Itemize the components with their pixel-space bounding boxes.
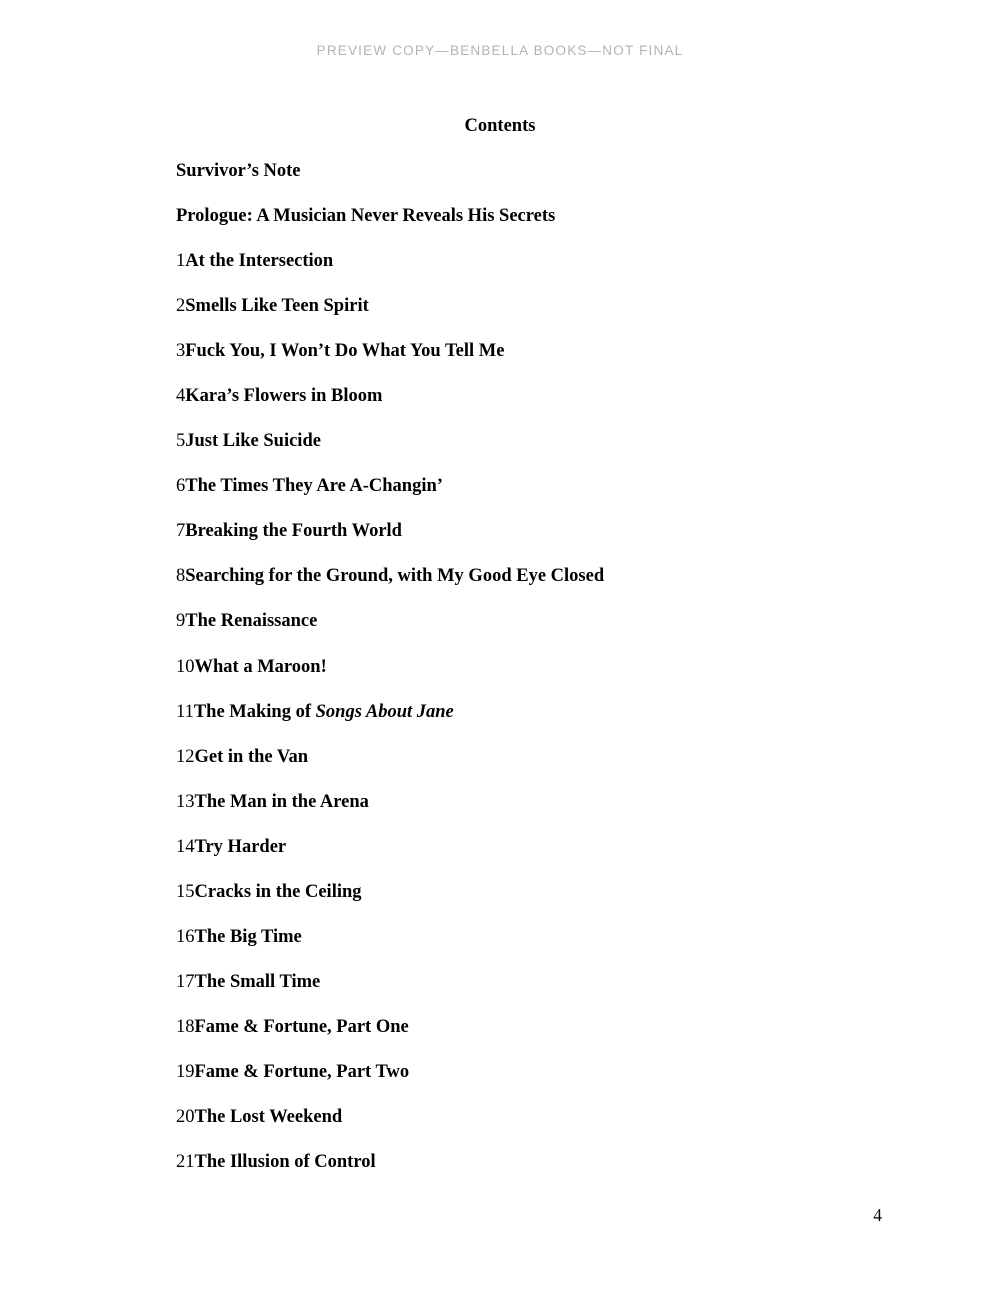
toc-item-label: Prologue: A Musician Never Reveals His Secrets (176, 206, 556, 227)
chapter-number: 11 (176, 701, 194, 722)
toc-item-label: Survivor’s Note (176, 161, 301, 181)
chapter-number: 9 (176, 611, 186, 632)
toc-chapter-item (176, 747, 940, 792)
chapter-number: 1 (176, 251, 186, 272)
chapter-number: 5 (176, 431, 186, 452)
chapter-title: Fame & Fortune, Part Two (194, 1061, 410, 1082)
chapter-number: 17 (176, 971, 195, 992)
chapter-title: Smells Like Teen Spirit (185, 296, 369, 317)
toc-chapter-item (176, 702, 940, 747)
chapter-number: 4 (176, 386, 186, 407)
chapter-title: What a Maroon! (194, 656, 327, 677)
toc-chapter-item (176, 611, 940, 656)
chapter-number: 20 (176, 1106, 195, 1127)
toc-chapter-item (176, 792, 940, 837)
chapter-title: Get in the Van (194, 746, 309, 767)
chapter-title: Fuck You, I Won’t Do What You Tell Me (185, 341, 505, 362)
chapter-title: Breaking the Fourth World (185, 521, 402, 542)
chapter-number: 10 (176, 656, 195, 677)
toc-chapter-item (176, 927, 940, 972)
preview-watermark: PREVIEW COPY—BENBELLA BOOKS—NOT FINAL (316, 43, 684, 58)
toc-chapter-item (176, 1017, 940, 1062)
toc-front-matter-item (176, 161, 940, 206)
chapter-number: 19 (176, 1061, 195, 1082)
toc-chapter-item (176, 1107, 940, 1152)
chapter-title: The Times They Are A-Changin’ (185, 476, 443, 497)
toc-front-matter-item (176, 206, 940, 251)
chapter-number: 6 (176, 476, 186, 497)
toc-chapter-item (176, 566, 940, 611)
toc-chapter-item (176, 1062, 940, 1107)
toc-chapter-item (176, 657, 940, 702)
toc-chapter-item (176, 1152, 940, 1197)
page-number: 4 (873, 1205, 882, 1225)
chapter-title-italic: Songs About Jane (315, 701, 454, 722)
chapter-number: 15 (176, 881, 195, 902)
chapter-title: Try Harder (194, 836, 287, 857)
toc-chapter-item (176, 251, 940, 296)
chapter-title: The Big Time (194, 926, 302, 947)
chapter-number: 16 (176, 926, 195, 947)
chapter-title: Kara’s Flowers in Bloom (185, 386, 383, 407)
toc-chapter-item (176, 341, 940, 386)
toc-chapter-item (176, 972, 940, 1017)
toc-chapter-item (176, 476, 940, 521)
chapter-number: 8 (176, 566, 186, 587)
chapter-title: Fame & Fortune, Part One (194, 1016, 409, 1037)
chapter-title: The Lost Weekend (194, 1106, 343, 1127)
chapter-number: 13 (176, 791, 195, 812)
toc-chapter-item (176, 882, 940, 927)
chapter-title: The Making of (193, 701, 316, 722)
chapter-title: The Small Time (194, 971, 321, 992)
chapter-number: 12 (176, 746, 195, 767)
contents-heading: Contents (464, 116, 536, 136)
toc-chapter-item (176, 296, 940, 341)
chapter-title: Cracks in the Ceiling (194, 881, 362, 902)
chapter-title: The Man in the Arena (194, 791, 369, 812)
toc-chapter-item (176, 521, 940, 566)
chapter-number: 21 (176, 1152, 195, 1173)
chapter-title: The Renaissance (185, 611, 318, 632)
chapter-title: At the Intersection (185, 251, 334, 272)
chapter-title: Searching for the Ground, with My Good Eye Closed (185, 566, 605, 587)
chapter-number: 14 (176, 836, 195, 857)
toc-list (176, 161, 940, 1197)
chapter-number: 2 (176, 296, 186, 317)
chapter-number: 3 (176, 341, 186, 362)
chapter-number: 7 (176, 521, 186, 542)
toc-chapter-item (176, 431, 940, 476)
chapter-number: 18 (176, 1016, 195, 1037)
chapter-title: Just Like Suicide (185, 431, 321, 452)
toc-chapter-item (176, 386, 940, 431)
chapter-title: The Illusion of Control (194, 1152, 376, 1173)
toc-chapter-item (176, 837, 940, 882)
